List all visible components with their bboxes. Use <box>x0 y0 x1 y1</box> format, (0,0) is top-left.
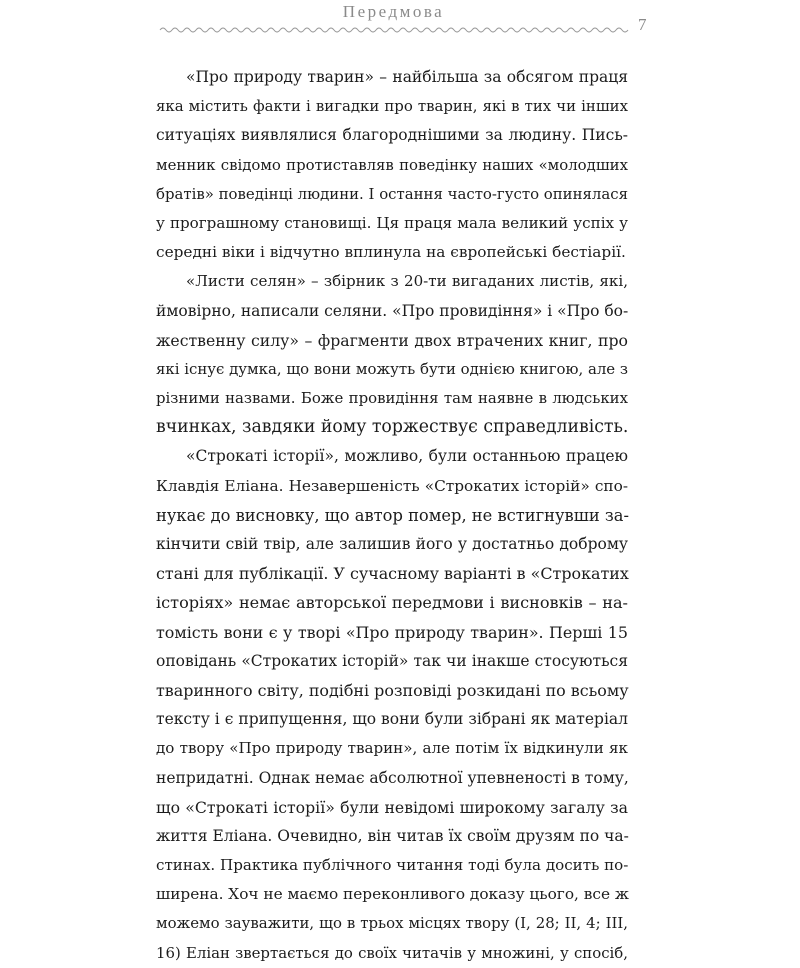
text-line: 16) Еліан звертається до своїх читачів у множині, у спосіб, <box>156 943 628 962</box>
text-line: менник свідомо протиставляв поведінку наших «молодших <box>156 155 628 174</box>
text-line: середні віки і відчутно вплинула на європейські бестіарії. <box>156 243 626 262</box>
text-line: історіях» немає авторської передмови і висновків – на- <box>156 593 628 613</box>
text-line: у програшному становищі. Ця праця мала великий успіх у <box>156 213 628 232</box>
text-line: кінчити свій твір, але залишив його у достатньо доброму <box>156 535 628 553</box>
body-text <box>156 63 628 968</box>
text-line: можемо зауважити, що в трьох місцях твору (I, 28; II, 4; III, <box>156 914 628 933</box>
text-line: ширена. Хоч не маємо переконливого доказу цього, все ж <box>156 885 629 904</box>
running-head <box>160 0 627 28</box>
text-line: Клавдія Еліана. Незавершеність «Строкатих історій» спо- <box>156 476 628 495</box>
text-line: томість вони є у творі «Про природу тварин». Перші 15 <box>156 622 628 642</box>
text-line: стинах. Практика публічного читання тоді була досить по- <box>156 856 629 875</box>
text-line: «Листи селян» – збірник з 20-ти вигаданих листів, які, <box>186 272 628 291</box>
text-line: «Строкаті історії», можливо, були останньою працею <box>186 447 628 466</box>
text-line: до твору «Про природу тварин», але потім їх відкинули як <box>156 739 628 758</box>
running-title: Передмова <box>342 2 445 21</box>
text-line: нукає до висновку, що автор помер, не встигнувши за- <box>156 505 629 525</box>
text-line: оповідань «Строкатих історій» так чи інакше стосуються <box>156 651 628 670</box>
text-line: тваринного світу, подібні розповіді розкидані по всьому <box>156 680 629 700</box>
text-line: братів» поведінці людини. І остання часто-густо опинялася <box>156 184 628 203</box>
text-line: що «Строкаті історії» були невідомі широкому загалу за <box>156 797 628 817</box>
text-line: «Про природу тварин» – найбільша за обсягом праця <box>186 68 628 86</box>
wave-line <box>160 28 628 32</box>
text-line: непридатні. Однак немає абсолютної упевненості в тому, <box>156 768 629 787</box>
text-line: вчинках, завдяки йому торжествує справедливість. <box>156 417 629 438</box>
text-line: жественну силу» – фрагменти двох втрачених книг, про <box>156 330 628 350</box>
page-number: 7 <box>638 15 647 34</box>
text-line: яка містить факти і вигадки про тварин, які в тих чи інших <box>156 97 628 116</box>
text-line: ймовірно, написали селяни. «Про провидіння» і «Про бо- <box>156 301 629 320</box>
text-line: стані для публікації. У сучасному варіанті в «Строкатих <box>156 564 629 584</box>
text-line: ситуаціях виявлялися благороднішими за людину. Пись- <box>156 126 628 145</box>
wave-rule-ornament <box>160 25 627 35</box>
text-line: різними назвами. Боже провидіння там наявне в людських <box>156 389 628 408</box>
text-line: тексту і є припущення, що вони були зібрані як матеріал <box>156 710 628 729</box>
text-line: які існує думка, що вони можуть бути однією книгою, але з <box>156 359 628 378</box>
text-line: життя Еліана. Очевидно, він читав їх своїм друзям по ча- <box>156 826 629 845</box>
